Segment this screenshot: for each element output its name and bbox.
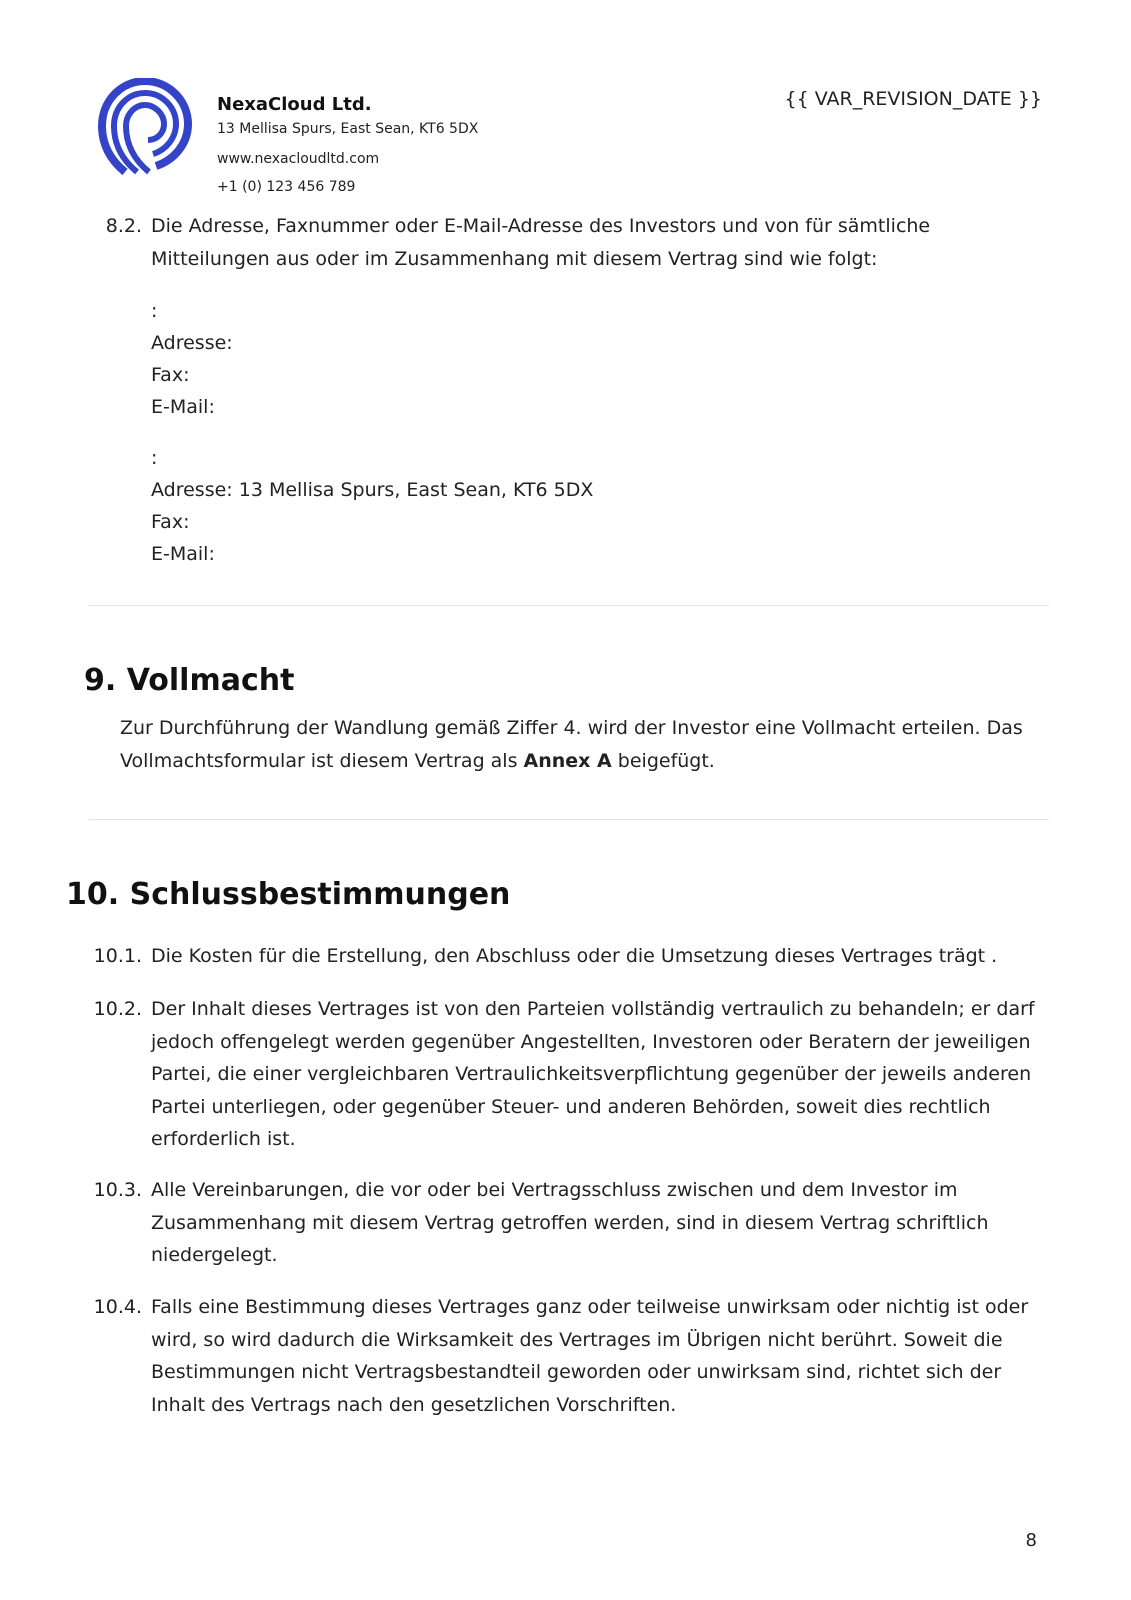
company-name: NexaCloud Ltd. (217, 94, 372, 115)
clause-text: Falls eine Bestimmung dieses Vertrages ganz oder teilweise unwirksam oder nichtig ist oder wird, so wird dadurch die Wirksamkeit des Vertrages im Übrigen nicht berührt. Soweit die Bestimmungen nicht Vertragsbestandteil geworden oder unwirksam sind, richtet sich der Inhalt des Vertrags nach den gesetzlichen Vorschriften. (151, 1296, 1029, 1416)
company-website: www.nexacloudltd.com (217, 151, 380, 167)
clause-text: Die Kosten für die Erstellung, den Abschluss oder die Umsetzung dieses Vertrages trägt . (151, 945, 998, 967)
section-heading: 10. Schlussbestimmungen (66, 877, 511, 912)
company-address: 13 Mellisa Spurs, East Sean, KT6 5DX (217, 121, 479, 137)
clause-text: Die Adresse, Faxnummer oder E-Mail-Adresse des Investors und von für sämtliche Mitteilungen aus oder im Zusammenhang mit diesem Vertrag sind wie folgt: (151, 215, 931, 270)
clause-text: Alle Vereinbarungen, die vor oder bei Vertragsschluss zwischen und dem Investor im Zusammenhang mit diesem Vertrag getroffen werden, sind in diesem Vertrag schriftlich niedergelegt. (151, 1179, 989, 1266)
clause-number: 8.2. (105, 215, 142, 237)
company-logo-icon (98, 78, 192, 178)
contact-block-colon: : (151, 300, 158, 322)
annex-reference: Annex A (523, 749, 612, 772)
page-number: 8 (1025, 1530, 1037, 1551)
contact-email: E-Mail: (151, 543, 215, 565)
paragraph-text: Zur Durchführung der Wandlung gemäß Ziffer 4. wird der Investor eine Vollmacht erteilen. Das Vollmachtsformular ist diesem Vertrag als (120, 717, 1023, 772)
section-divider (89, 819, 1049, 820)
section-paragraph (120, 712, 1040, 777)
clause-number: 10.4. (93, 1296, 142, 1318)
clause-number: 10.3. (93, 1179, 142, 1201)
company-phone: +1 (0) 123 456 789 (217, 179, 356, 195)
contact-address: Adresse: (151, 332, 233, 354)
clause-number: 10.1. (93, 945, 142, 967)
contact-block-colon: : (151, 447, 158, 469)
contact-fax: Fax: (151, 511, 190, 533)
section-divider (89, 605, 1049, 606)
contact-email: E-Mail: (151, 396, 215, 418)
contact-fax: Fax: (151, 364, 190, 386)
clause-text: Der Inhalt dieses Vertrages ist von den Parteien vollständig vertraulich zu behandeln; er darf jedoch offengelegt werden gegenüber Angestellten, Investoren oder Beratern der jeweiligen Partei, die einer vergleichbaren Vertraulichkeitsverpflichtung gegenüber der jeweils anderen Partei unterliegen, oder gegenüber Steuer- und anderen Behörden, soweit dies rechtlich erforderlich ist. (151, 998, 1035, 1150)
paragraph-text: beigefügt. (611, 749, 715, 772)
revision-date: {{ VAR_REVISION_DATE }} (784, 88, 1042, 110)
contact-address: Adresse: 13 Mellisa Spurs, East Sean, KT6 5DX (151, 479, 594, 501)
section-heading: 9. Vollmacht (84, 663, 295, 698)
clause-number: 10.2. (93, 998, 142, 1020)
